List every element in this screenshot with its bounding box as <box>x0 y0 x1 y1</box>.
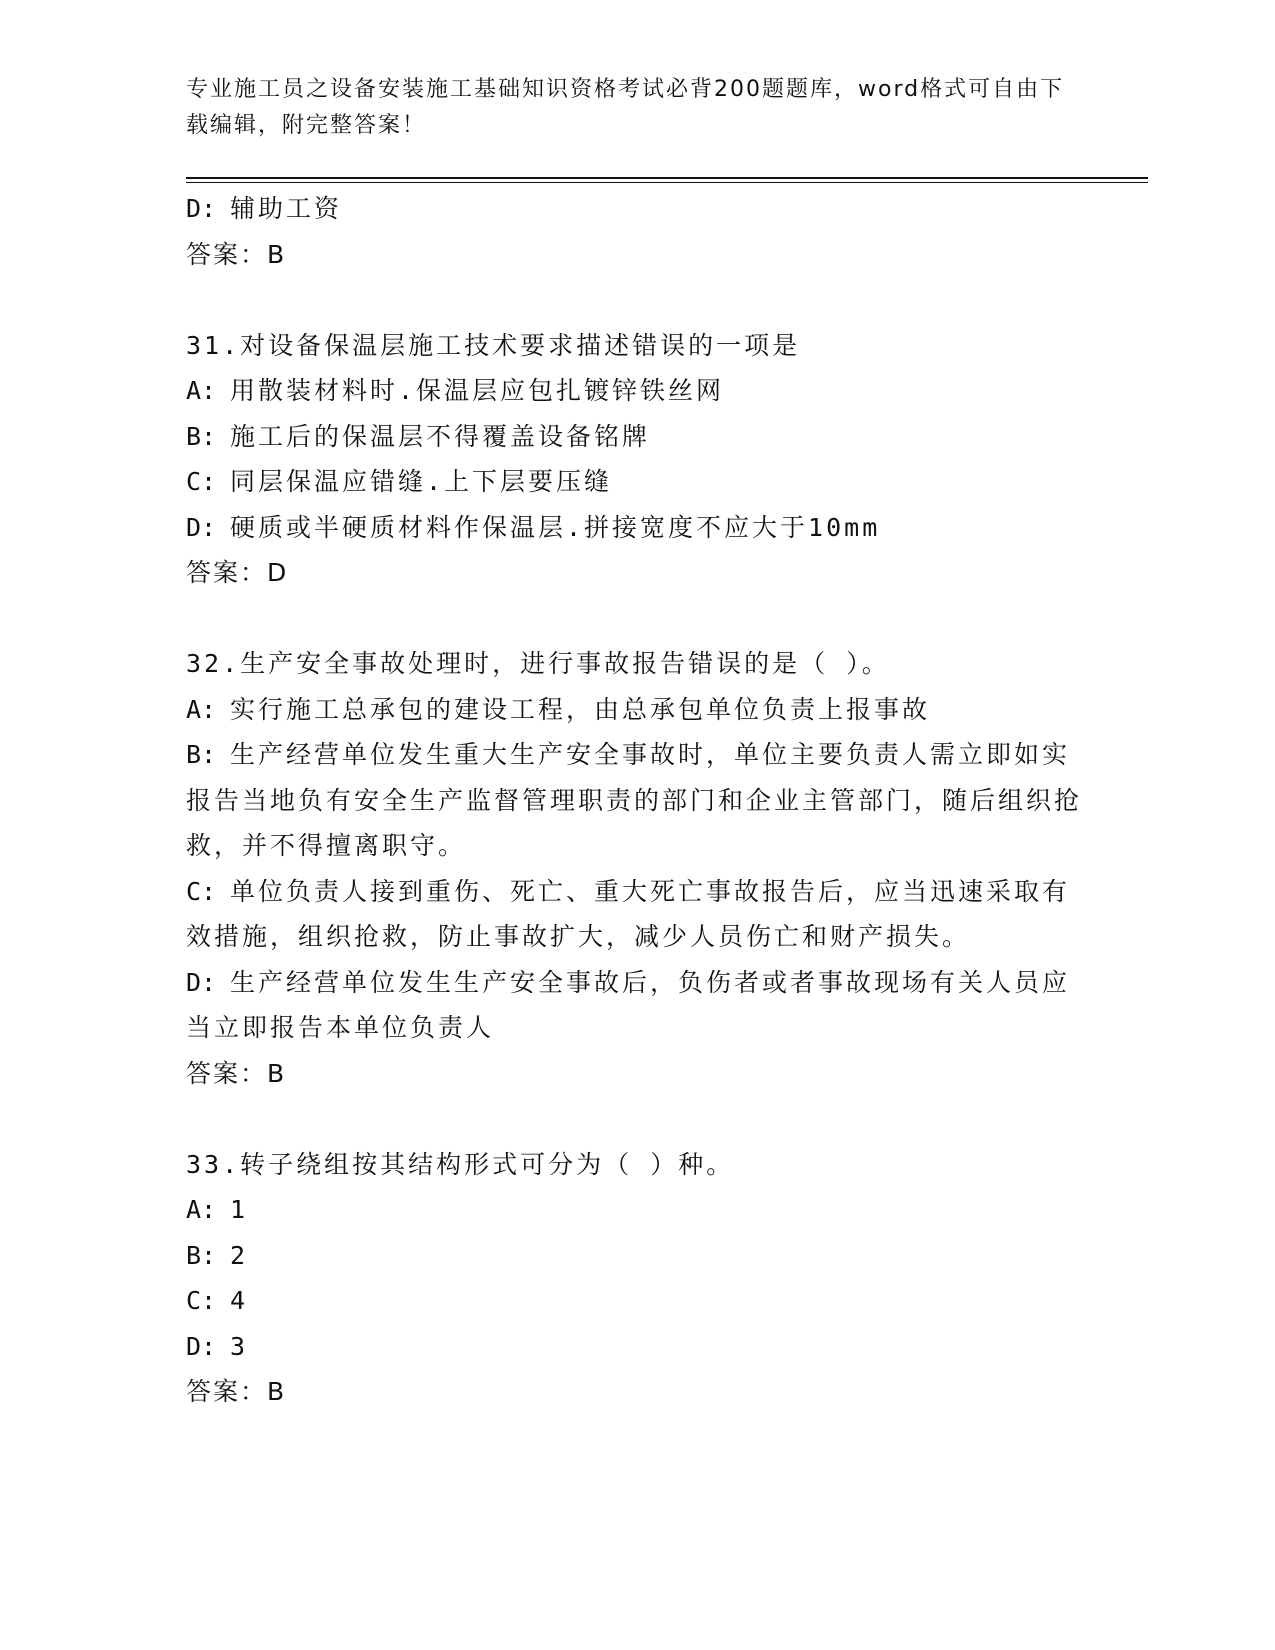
option-text: 生产经营单位发生生产安全事故后，负伤者或者事故现场有关人员应当立即报告本单位负责人 <box>186 967 1071 1042</box>
option-label: B: <box>186 421 217 451</box>
question-33-answer: 答案：B <box>186 1377 287 1406</box>
option-label: D: <box>186 1331 217 1361</box>
header-rule-thin <box>186 182 1148 183</box>
option-text: 施工后的保温层不得覆盖设备铭牌 <box>230 421 651 451</box>
question-31-option-c <box>186 459 1086 505</box>
option-text: 硬质或半硬质材料作保温层.拼接宽度不应大于10mm <box>230 512 881 542</box>
spacer <box>186 596 1086 642</box>
question-content <box>186 186 1086 1415</box>
question-31-option-d <box>186 505 1086 551</box>
question-31-stem: 31.对设备保温层施工技术要求描述错误的一项是 <box>186 330 801 360</box>
option-text: 4 <box>230 1286 249 1315</box>
question-33-option-d <box>186 1324 1086 1370</box>
option-text: 用散装材料时.保温层应包扎镀锌铁丝网 <box>230 376 725 405</box>
question-33-option-b <box>186 1233 1086 1279</box>
question-33-stem: 33.转子绕组按其结构形式可分为（ ）种。 <box>186 1149 735 1179</box>
question-33-option-c <box>186 1278 1086 1324</box>
question-33-option-a <box>186 1187 1086 1233</box>
option-label: C: <box>186 467 217 496</box>
option-label: B: <box>186 1240 217 1270</box>
option-text: 同层保温应错缝.上下层要压缝 <box>230 467 613 496</box>
option-label: D: <box>186 967 217 997</box>
question-32-answer: 答案：B <box>186 1058 287 1088</box>
option-text: 3 <box>230 1331 249 1361</box>
option-text: 生产经营单位发生重大生产安全事故时，单位主要负责人需立即如实报告当地负有安全生产监督管理职责的部门和企业主管部门，随后组织抢救，并不得擅离职守。 <box>186 740 1083 860</box>
question-32-stem: 32.生产安全事故处理时，进行事故报告错误的是（ ）。 <box>186 649 890 678</box>
header-rule-thick <box>186 177 1148 179</box>
option-label: A: <box>186 1195 217 1224</box>
option-text: 单位负责人接到重伤、死亡、重大死亡事故报告后，应当迅速采取有效措施，组织抢救，防止事故扩大，减少人员伤亡和财产损失。 <box>186 876 1071 951</box>
option-text: 实行施工总承包的建设工程，由总承包单位负责上报事故 <box>230 694 931 724</box>
prev-option-d <box>186 186 1086 232</box>
spacer <box>186 277 1086 323</box>
option-label: D: <box>186 512 217 542</box>
option-label: C: <box>186 876 217 906</box>
question-31-answer: 答案：D <box>186 558 289 587</box>
prev-answer: 答案：B <box>186 239 287 269</box>
option-label: D: <box>186 194 217 223</box>
spacer <box>186 1096 1086 1142</box>
question-32-option-c <box>186 869 1086 960</box>
option-label: A: <box>186 376 217 405</box>
question-31-option-b <box>186 414 1086 460</box>
page-header: 专业施工员之设备安装施工基础知识资格考试必背200题题库，word格式可自由下载编辑，附完整答案！ <box>186 77 1065 138</box>
question-32-option-d <box>186 960 1086 1051</box>
question-32-option-b <box>186 732 1086 869</box>
option-text: 辅助工资 <box>230 194 343 223</box>
option-label: B: <box>186 740 217 769</box>
option-label: C: <box>186 1286 217 1315</box>
option-label: A: <box>186 694 217 724</box>
option-text: 1 <box>230 1195 249 1224</box>
question-32-option-a <box>186 687 1086 733</box>
option-text: 2 <box>230 1240 249 1270</box>
question-31-option-a <box>186 368 1086 414</box>
